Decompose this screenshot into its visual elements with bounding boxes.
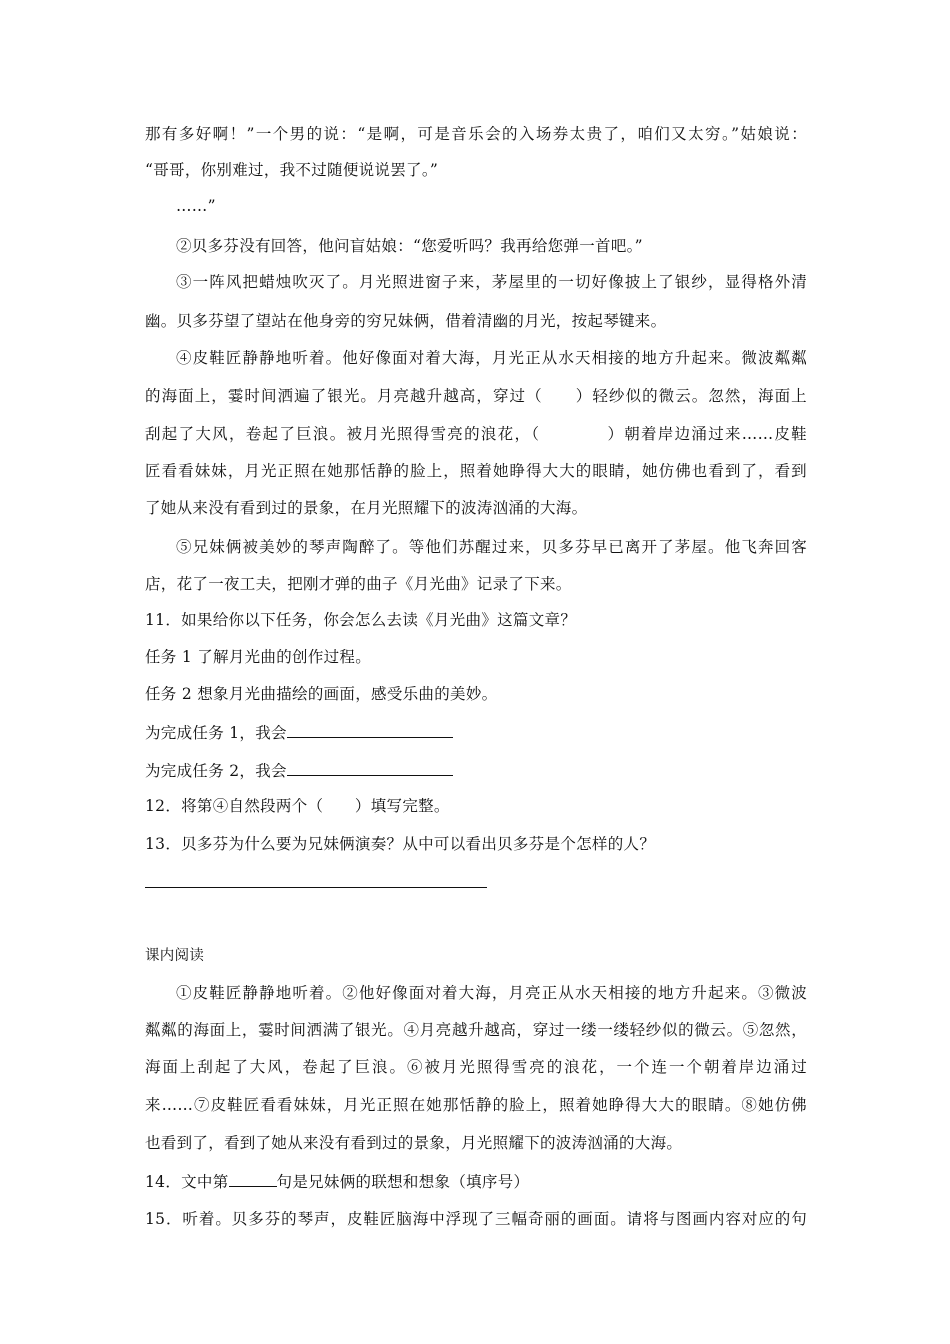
passage-line: “哥哥，你别难过，我不过随便说说罢了。” bbox=[145, 161, 439, 179]
task-1: 任务 1 了解月光曲的创作过程。 bbox=[145, 648, 372, 666]
answer-blank-13[interactable] bbox=[145, 887, 487, 888]
reading-line: 粼粼的海面上，霎时间洒满了银光。④月亮越升越高，穿过一缕一缕轻纱似的微云。⑤忽然， bbox=[145, 1021, 807, 1039]
question-14-suffix: 句是兄妹俩的联想和想象（填序号） bbox=[276, 1173, 530, 1191]
answer-prompt-2: 为完成任务 2，我会 bbox=[145, 762, 287, 780]
question-12: 12．将第④自然段两个（ ）填写完整。 bbox=[145, 797, 450, 815]
paragraph-4-line: 的海面上，霎时间洒遍了银光。月亮越升越高，穿过（ ）轻纱似的微云。忽然，海面上 bbox=[145, 387, 807, 405]
question-11: 11．如果给你以下任务，你会怎么去读《月光曲》这篇文章？ bbox=[145, 611, 577, 629]
paragraph-5-line: 店，花了一夜工夫，把刚才弹的曲子《月光曲》记录了下来。 bbox=[145, 575, 572, 593]
answer-prompt-1: 为完成任务 1，我会 bbox=[145, 724, 287, 742]
answer-blank-1[interactable] bbox=[287, 721, 453, 738]
paragraph-3-line: 幽。贝多芬望了望站在他身旁的穷兄妹俩，借着清幽的月光，按起琴键来。 bbox=[145, 312, 667, 330]
answer-line-1 bbox=[145, 721, 453, 743]
paragraph-3-line: ③一阵风把蜡烛吹灭了。月光照进窗子来，茅屋里的一切好像披上了银纱，显得格外清 bbox=[176, 273, 807, 291]
section-heading: 课内阅读 bbox=[145, 948, 205, 964]
answer-blank-2[interactable] bbox=[287, 759, 453, 776]
task-2: 任务 2 想象月光曲描绘的画面，感受乐曲的美妙。 bbox=[145, 685, 498, 703]
question-14 bbox=[145, 1170, 529, 1192]
reading-line: ①皮鞋匠静静地听着。②他好像面对着大海，月亮正从水天相接的地方升起来。③微波 bbox=[176, 984, 807, 1002]
paragraph-5-line: ⑤兄妹俩被美妙的琴声陶醉了。等他们苏醒过来，贝多芬早已离开了茅屋。他飞奔回客 bbox=[176, 538, 807, 556]
paragraph-4-line: 了她从来没有看到过的景象，在月光照耀下的波涛汹涌的大海。 bbox=[145, 499, 588, 517]
reading-line: 海面上刮起了大风，卷起了巨浪。⑥被月光照得雪亮的浪花，一个连一个朝着岸边涌过 bbox=[145, 1058, 807, 1076]
paragraph-4-line: ④皮鞋匠静静地听着。他好像面对着大海，月光正从水天相接的地方升起来。微波粼粼 bbox=[176, 349, 807, 367]
paragraph-4-line: 刮起了大风，卷起了巨浪。被月光照得雪亮的浪花，（ ）朝着岸边涌过来……皮鞋 bbox=[145, 425, 807, 443]
reading-line: 也看到了，看到了她从来没有看到过的景象，月光照耀下的波涛汹涌的大海。 bbox=[145, 1134, 683, 1152]
passage-line: ……” bbox=[176, 197, 216, 215]
question-14-prefix: 14．文中第 bbox=[145, 1173, 229, 1191]
reading-line: 来……⑦皮鞋匠看看妹妹，月光正照在她那恬静的脸上，照着她睁得大大的眼睛。⑧她仿佛 bbox=[145, 1096, 807, 1114]
answer-line-2 bbox=[145, 759, 453, 781]
paragraph-2: ②贝多芬没有回答，他问盲姑娘：“您爱听吗？我再给您弹一首吧。” bbox=[176, 237, 643, 255]
answer-blank-14[interactable] bbox=[229, 1170, 277, 1187]
question-15: 15．听着。贝多芬的琴声，皮鞋匠脑海中浮现了三幅奇丽的画面。请将与图画内容对应的句 bbox=[145, 1210, 807, 1228]
question-13: 13．贝多芬为什么要为兄妹俩演奏？从中可以看出贝多芬是个怎样的人？ bbox=[145, 835, 656, 853]
passage-line: 那有多好啊！”一个男的说：“是啊，可是音乐会的入场券太贵了，咱们又太穷。”姑娘说： bbox=[145, 125, 807, 143]
paragraph-4-line: 匠看看妹妹，月光正照在她那恬静的脸上，照着她睁得大大的眼睛，她仿佛也看到了，看到 bbox=[145, 462, 807, 480]
